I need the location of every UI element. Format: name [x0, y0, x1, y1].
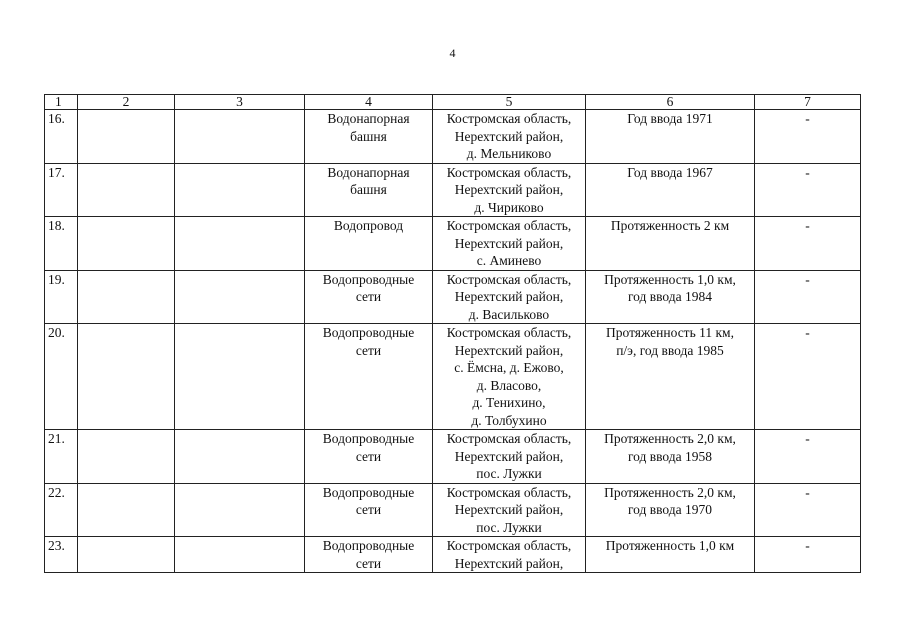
location-cell-line: д. Васильково [468, 306, 550, 322]
column-3-cell [175, 217, 305, 271]
column-3-cell [175, 324, 305, 430]
object-name-cell-line: сети [355, 555, 382, 571]
location-cell-line: Нерехтский район, [454, 502, 564, 517]
table-row [45, 270, 861, 324]
object-name-cell-line: сети [355, 289, 382, 304]
location-cell-line: Нерехтский район, [454, 555, 564, 571]
object-name-cell [305, 537, 433, 573]
location-cell-line: д. Мельниково [466, 146, 552, 161]
characteristics-cell-line: год ввода 1970 [627, 502, 713, 517]
row-number-cell: 23. [45, 537, 78, 573]
column-7-cell: - [755, 217, 861, 271]
location-cell-line: Костромская область, [446, 538, 572, 553]
location-cell [433, 324, 586, 430]
location-cell-line: Нерехтский район, [454, 289, 564, 304]
column-7-cell: - [755, 110, 861, 164]
object-name-cell [305, 217, 433, 271]
location-cell-line: д. Чириково [474, 199, 544, 215]
row-number-cell: 17. [45, 163, 78, 217]
column-7-cell: - [755, 537, 861, 573]
column-7-cell: - [755, 324, 861, 430]
object-name-cell-line: Водопроводные [322, 431, 415, 446]
row-number-cell: 19. [45, 270, 78, 324]
location-cell-line: Костромская область, [446, 218, 572, 233]
location-cell [433, 537, 586, 573]
column-7-cell: - [755, 430, 861, 484]
location-cell-line: Нерехтский район, [454, 342, 564, 358]
column-2-cell [78, 483, 175, 537]
location-cell [433, 110, 586, 164]
characteristics-cell-line: Протяженность 2,0 км, [604, 484, 736, 500]
object-name-cell [305, 324, 433, 430]
object-name-cell-line: Водонапорная [327, 164, 410, 180]
location-cell-line: Костромская область, [446, 164, 572, 180]
location-cell [433, 163, 586, 217]
characteristics-cell-line: Год ввода 1967 [627, 164, 713, 180]
row-number-cell: 21. [45, 430, 78, 484]
location-cell-line: Нерехтский район, [454, 448, 564, 464]
characteristics-cell [586, 270, 755, 324]
table-row [45, 430, 861, 484]
location-cell-line: Костромская область, [446, 431, 572, 446]
location-cell [433, 430, 586, 484]
object-name-cell-line: сети [355, 502, 382, 517]
column-3-cell [175, 110, 305, 164]
column-7-cell: - [755, 163, 861, 217]
location-cell-line: д. Толбухино [471, 412, 547, 428]
column-2-cell [78, 537, 175, 573]
location-cell-line: д. Тенихино, [472, 395, 546, 410]
characteristics-cell [586, 163, 755, 217]
location-cell-line: Костромская область, [446, 484, 572, 500]
location-cell-line: пос. Лужки [476, 466, 542, 481]
table-row [45, 483, 861, 537]
location-cell-line: пос. Лужки [476, 519, 542, 535]
column-header-2: 2 [78, 95, 175, 110]
column-7-cell: - [755, 483, 861, 537]
column-header-6: 6 [586, 95, 755, 110]
column-header-3: 3 [175, 95, 305, 110]
column-2-cell [78, 217, 175, 271]
object-name-cell-line: Водопроводные [322, 538, 415, 553]
page-number: 4 [449, 46, 456, 60]
column-3-cell [175, 270, 305, 324]
objects-table [44, 94, 861, 573]
characteristics-cell [586, 110, 755, 164]
location-cell [433, 483, 586, 537]
column-2-cell [78, 163, 175, 217]
characteristics-cell-line: Протяженность 1,0 км [605, 538, 735, 553]
column-2-cell [78, 270, 175, 324]
table-row [45, 324, 861, 430]
column-header-7: 7 [755, 95, 861, 110]
table-header-row [45, 95, 861, 110]
location-cell-line: Костромская область, [446, 325, 572, 340]
characteristics-cell [586, 217, 755, 271]
characteristics-cell [586, 430, 755, 484]
table-row [45, 537, 861, 573]
column-2-cell [78, 324, 175, 430]
location-cell-line: Нерехтский район, [454, 128, 564, 144]
table-body [45, 110, 861, 573]
row-number-cell: 16. [45, 110, 78, 164]
object-name-cell-line: Водопроводные [322, 325, 415, 340]
location-cell-line: Костромская область, [446, 271, 572, 287]
characteristics-cell [586, 324, 755, 430]
object-name-cell [305, 270, 433, 324]
location-cell [433, 270, 586, 324]
table-row [45, 217, 861, 271]
object-name-cell-line: Водопроводные [322, 484, 415, 500]
location-cell-line: Нерехтский район, [454, 182, 564, 197]
characteristics-cell-line: п/э, год ввода 1985 [616, 342, 724, 358]
column-header-5: 5 [433, 95, 586, 110]
column-header-1: 1 [45, 95, 78, 110]
object-name-cell-line: сети [355, 342, 382, 358]
column-2-cell [78, 110, 175, 164]
column-3-cell [175, 163, 305, 217]
column-header-4: 4 [305, 95, 433, 110]
characteristics-cell [586, 483, 755, 537]
object-name-cell-line: Водонапорная [327, 111, 410, 126]
characteristics-cell-line: Год ввода 1971 [627, 111, 713, 126]
location-cell-line: с. Аминево [476, 253, 542, 268]
characteristics-cell-line: Протяженность 1,0 км, [604, 271, 736, 287]
characteristics-cell-line: Протяженность 2 км [610, 218, 730, 233]
characteristics-cell [586, 537, 755, 573]
object-name-cell [305, 163, 433, 217]
characteristics-cell-line: Протяженность 11 км, [606, 325, 734, 340]
object-name-cell-line: башня [350, 182, 387, 197]
characteristics-cell-line: год ввода 1984 [627, 289, 713, 304]
object-name-cell-line: башня [350, 128, 387, 144]
object-name-cell-line: сети [355, 448, 382, 464]
location-cell-line: д. Власово, [476, 377, 542, 393]
location-cell-line: с. Ёмсна, д. Ежово, [454, 360, 564, 375]
object-name-cell [305, 110, 433, 164]
object-name-cell-line: Водопровод [333, 218, 404, 233]
column-2-cell [78, 430, 175, 484]
location-cell-line: Костромская область, [446, 111, 572, 126]
object-name-cell [305, 483, 433, 537]
location-cell-line: Нерехтский район, [454, 235, 564, 251]
column-3-cell [175, 430, 305, 484]
column-3-cell [175, 483, 305, 537]
column-7-cell: - [755, 270, 861, 324]
object-name-cell [305, 430, 433, 484]
object-name-cell-line: Водопроводные [322, 271, 415, 287]
characteristics-cell-line: Протяженность 2,0 км, [604, 431, 736, 446]
column-3-cell [175, 537, 305, 573]
table-row [45, 110, 861, 164]
row-number-cell: 20. [45, 324, 78, 430]
row-number-cell: 18. [45, 217, 78, 271]
row-number-cell: 22. [45, 483, 78, 537]
location-cell [433, 217, 586, 271]
characteristics-cell-line: год ввода 1958 [627, 448, 713, 464]
table-row [45, 163, 861, 217]
